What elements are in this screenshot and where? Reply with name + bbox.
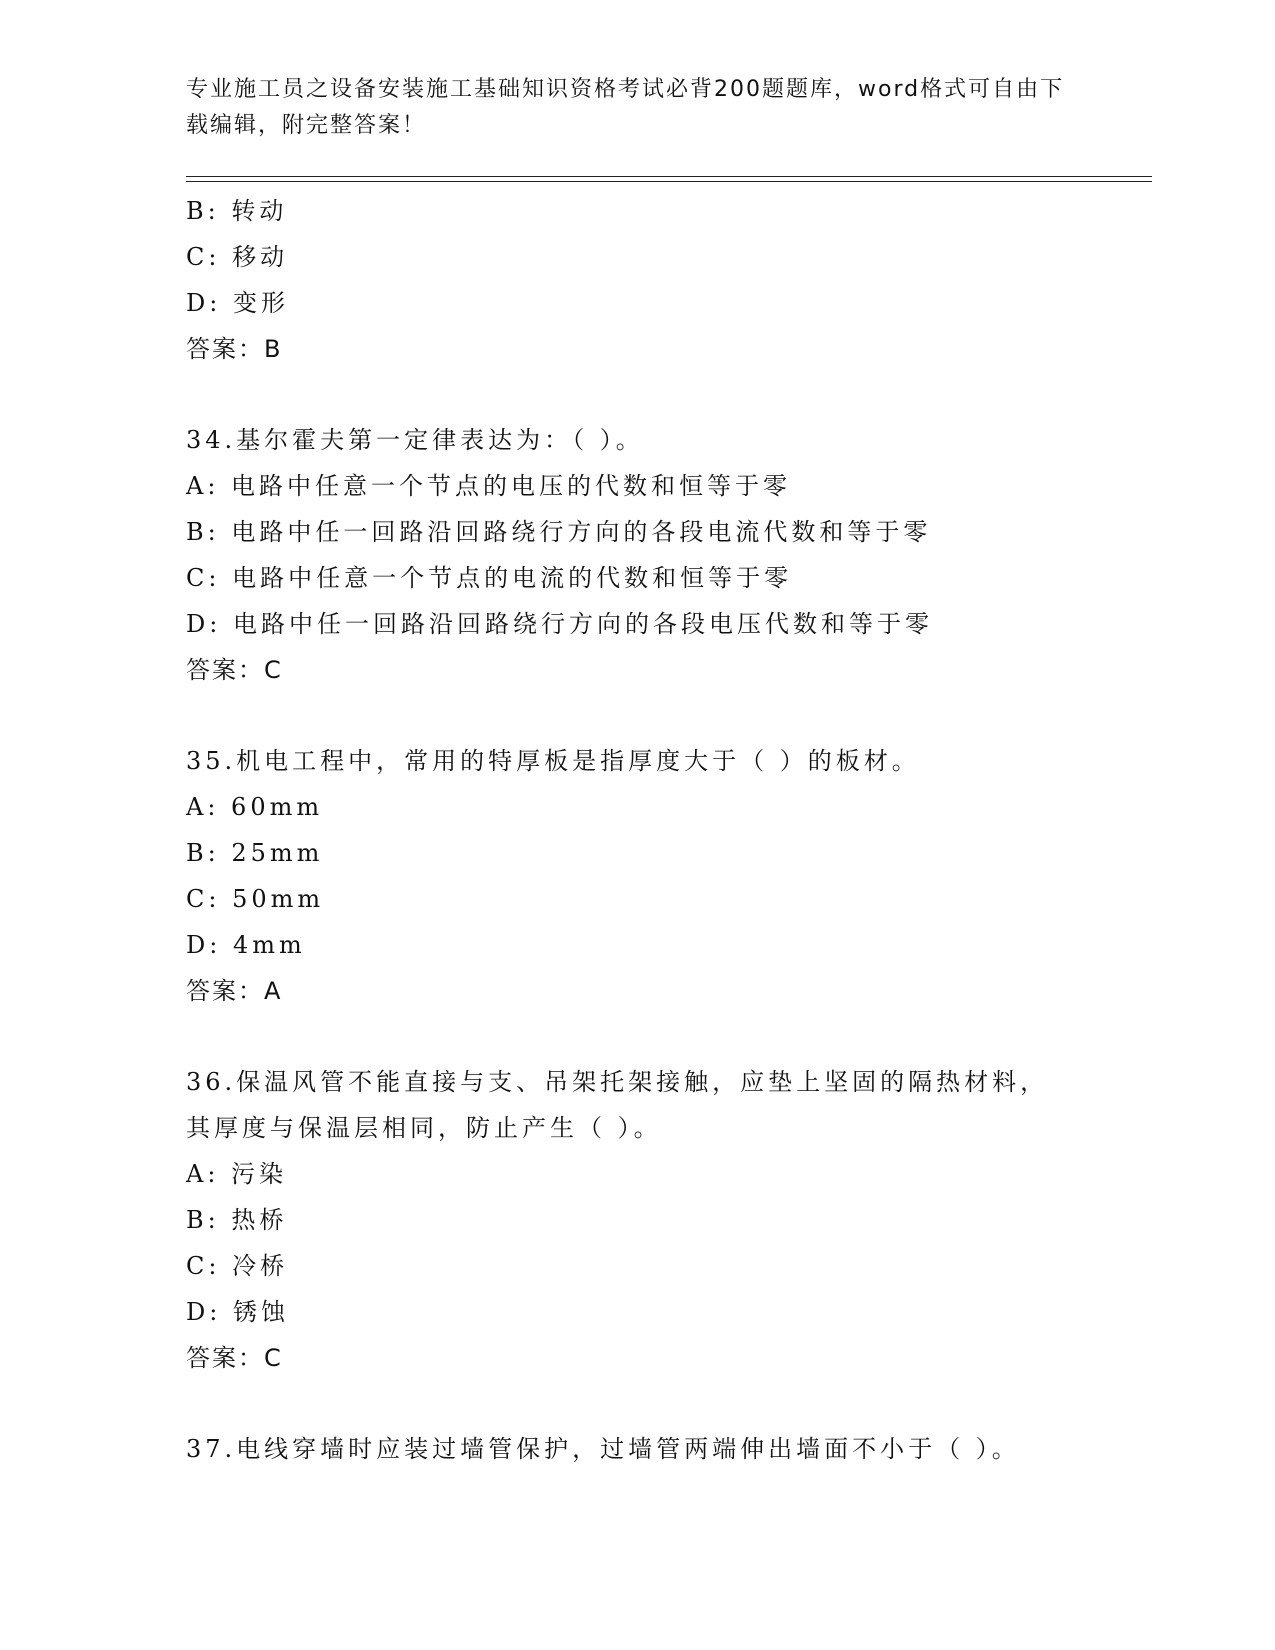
question-stem: 34.基尔霍夫第一定律表达为：（ ）。 xyxy=(186,426,644,454)
question-block xyxy=(186,1426,1086,1472)
answer-line: 答案：B xyxy=(186,335,283,363)
option-d: D: 4mm xyxy=(186,931,306,959)
answer-line: 答案：C xyxy=(186,1344,283,1372)
question-block xyxy=(186,1059,1086,1381)
header-divider-top xyxy=(186,176,1152,177)
answer-line: 答案：C xyxy=(186,656,283,684)
spacer xyxy=(186,1381,1086,1426)
option-b: B: 电路中任一回路沿回路绕行方向的各段电流代数和等于零 xyxy=(186,518,932,546)
option-a: A: 60mm xyxy=(186,793,324,821)
option-b: B: 25mm xyxy=(186,839,324,867)
spacer xyxy=(186,1014,1086,1059)
question-stem-line-2: 其厚度与保温层相同，防止产生（ ）。 xyxy=(186,1114,662,1142)
option-d: D: 变形 xyxy=(186,289,289,317)
option-a: A: 污染 xyxy=(186,1160,288,1188)
question-list xyxy=(186,188,1086,1472)
question-stem-line-1: 36.保温风管不能直接与支、吊架托架接触，应垫上坚固的隔热材料， xyxy=(186,1068,1049,1096)
option-b: B: 转动 xyxy=(186,197,288,225)
question-block xyxy=(186,417,1086,693)
header-title: 专业施工员之设备安装施工基础知识资格考试必背200题题库，word格式可自由下载编辑，附完整答案！ xyxy=(186,77,1065,138)
option-c: C: 50mm xyxy=(186,885,325,913)
spacer xyxy=(186,693,1086,738)
question-block xyxy=(186,188,1086,372)
option-b: B: 热桥 xyxy=(186,1206,288,1234)
option-c: C: 移动 xyxy=(186,243,289,271)
question-stem: 35.机电工程中，常用的特厚板是指厚度大于（ ）的板材。 xyxy=(186,747,920,775)
option-d: D: 锈蚀 xyxy=(186,1298,289,1326)
header-divider-bottom xyxy=(186,181,1152,182)
option-c: C: 冷桥 xyxy=(186,1252,289,1280)
option-d: D: 电路中任一回路沿回路绕行方向的各段电压代数和等于零 xyxy=(186,610,933,638)
question-block xyxy=(186,738,1086,1014)
question-stem: 37.电线穿墙时应装过墙管保护，过墙管两端伸出墙面不小于（ ）。 xyxy=(186,1435,1020,1463)
answer-line: 答案：A xyxy=(186,977,283,1005)
option-c: C: 电路中任意一个节点的电流的代数和恒等于零 xyxy=(186,564,793,592)
option-a: A: 电路中任意一个节点的电压的代数和恒等于零 xyxy=(186,472,792,500)
spacer xyxy=(186,372,1086,417)
document-header xyxy=(186,72,1066,144)
